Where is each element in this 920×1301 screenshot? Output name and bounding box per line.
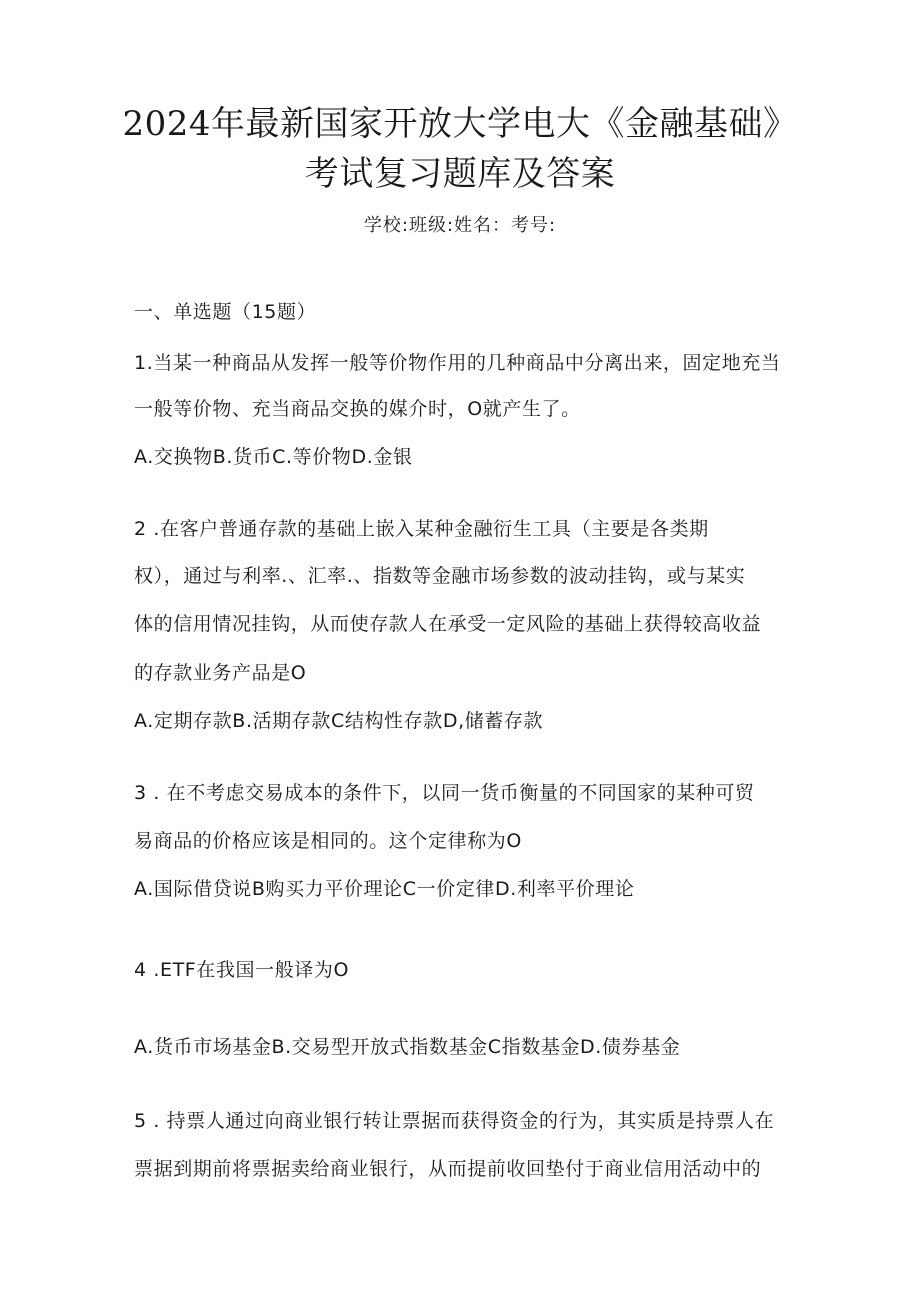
question-2-options: A.定期存款B.活期存款C结构性存款D,储蓄存款	[134, 710, 544, 732]
question-3-line-2: 易商品的价格应该是相同的。这个定律称为O	[134, 830, 522, 852]
question-1-line-1: 1.当某一种商品从发挥一般等价物作用的几种商品中分离出来，固定地充当	[134, 352, 781, 374]
student-info-line: 学校:班级:姓名：考号:	[363, 215, 557, 236]
question-2-line-3: 体的信用情况挂钩，从而使存款人在承受一定风险的基础上获得较高收益	[134, 613, 762, 635]
document-title: 2024年最新国家开放大学电大《金融基础》	[122, 104, 798, 144]
document-subtitle: 考试复习题库及答案	[304, 154, 616, 194]
question-2-line-4: 的存款业务产品是O	[134, 662, 307, 684]
question-1-options: A.交换物B.货币C.等价物D.金银	[134, 446, 413, 468]
question-2-line-2: 权），通过与利率.、汇率.、指数等金融市场参数的波动挂钩，或与某实	[134, 565, 746, 587]
question-5-line-1: 5 . 持票人通过向商业银行转让票据而获得资金的行为，其实质是持票人在	[134, 1110, 775, 1132]
section-heading: 一、单选题（15题）	[134, 301, 317, 323]
question-3-options: A.国际借贷说B购买力平价理论C一价定律D.利率平价理论	[134, 878, 635, 900]
question-5-line-2: 票据到期前将票据卖给商业银行，从而提前收回垫付于商业信用活动中的	[134, 1158, 762, 1180]
question-3-line-1: 3 . 在不考虑交易成本的条件下，以同一货币衡量的不同国家的某种可贸	[134, 782, 755, 804]
question-1-line-2: 一般等价物、充当商品交换的媒介时，O就产生了。	[134, 398, 581, 420]
question-4-line-1: 4 .ETF在我国一般译为O	[134, 959, 350, 981]
question-4-options: A.货币市场基金B.交易型开放式指数基金C指数基金D.债券基金	[134, 1036, 681, 1058]
question-2-line-1: 2 .在客户普通存款的基础上嵌入某种金融衍生工具（主要是各类期	[134, 518, 709, 540]
